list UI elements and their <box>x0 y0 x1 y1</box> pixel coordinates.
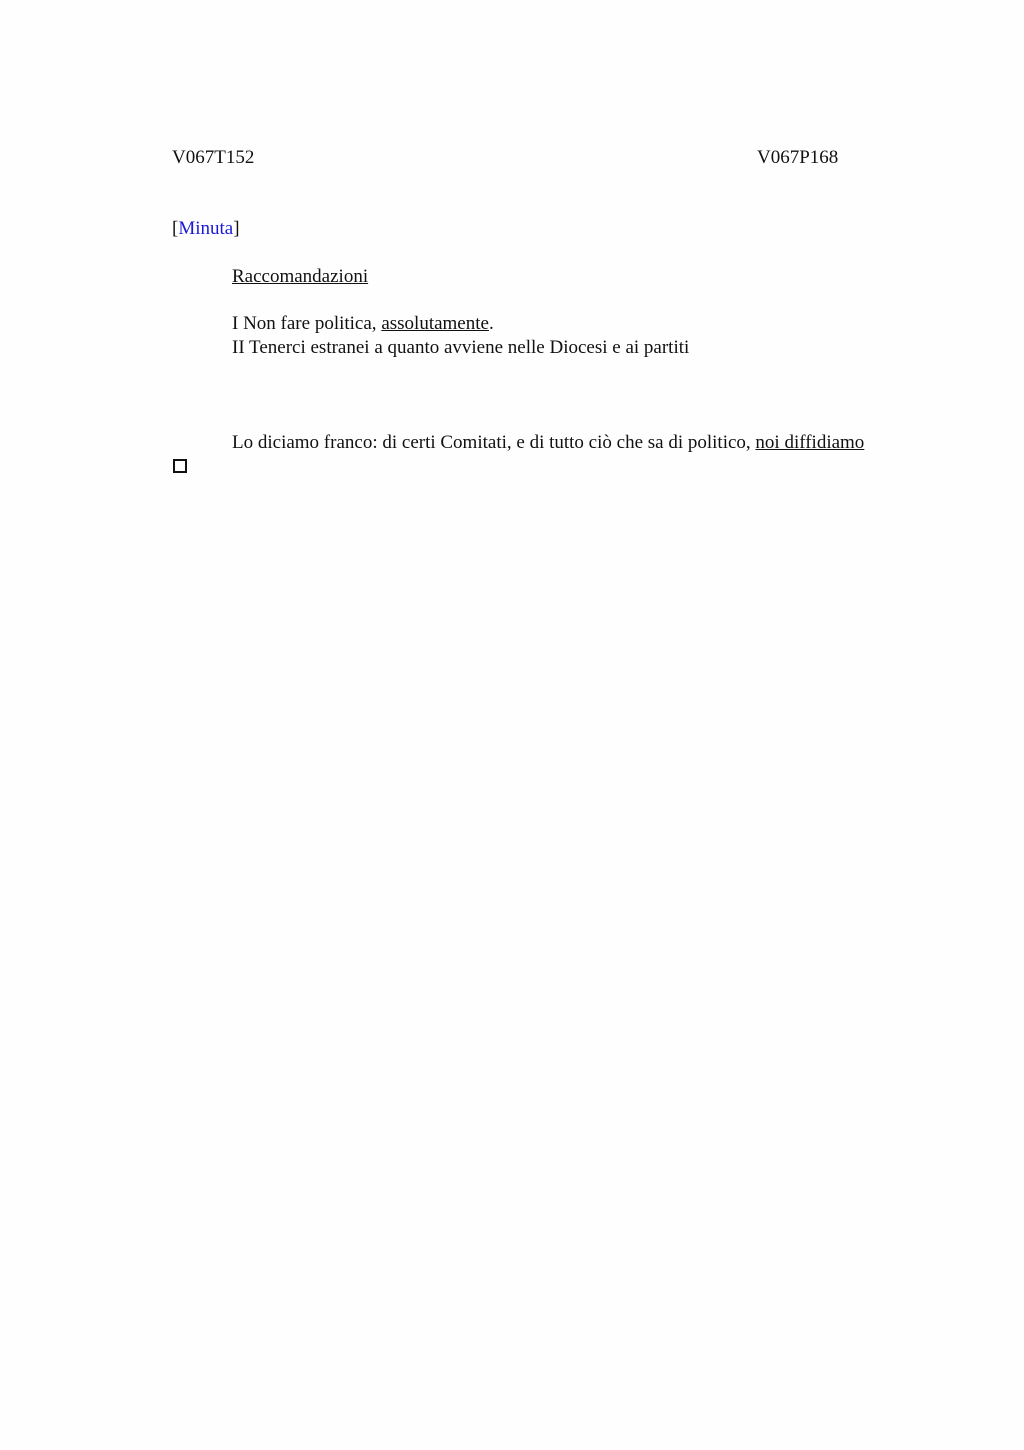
recommendations-heading: Raccomandazioni <box>232 266 369 287</box>
body-emphasis: noi diffidiamo <box>755 432 865 453</box>
recommendation-item-1 <box>232 313 494 335</box>
recommendation-1-text: I Non fare politica, <box>232 313 382 334</box>
body-paragraph <box>232 432 864 454</box>
document-type-label <box>172 218 240 240</box>
open-bracket: [ <box>172 218 179 239</box>
square-outline-icon <box>173 459 187 473</box>
close-bracket: ] <box>233 218 240 239</box>
recommendation-item-2: II Tenerci estranei a quanto avviene nelle Diocesi e ai partiti <box>232 337 690 358</box>
recommendation-1-suffix: . <box>488 313 494 334</box>
document-type-link[interactable]: Minuta <box>178 218 234 239</box>
document-code-right: V067P168 <box>757 147 839 168</box>
recommendation-1-emphasis: assolutamente <box>381 313 489 334</box>
body-text: Lo diciamo franco: di certi Comitati, e di tutto ciò che sa di politico, <box>232 432 756 453</box>
document-code-left: V067T152 <box>172 147 255 168</box>
